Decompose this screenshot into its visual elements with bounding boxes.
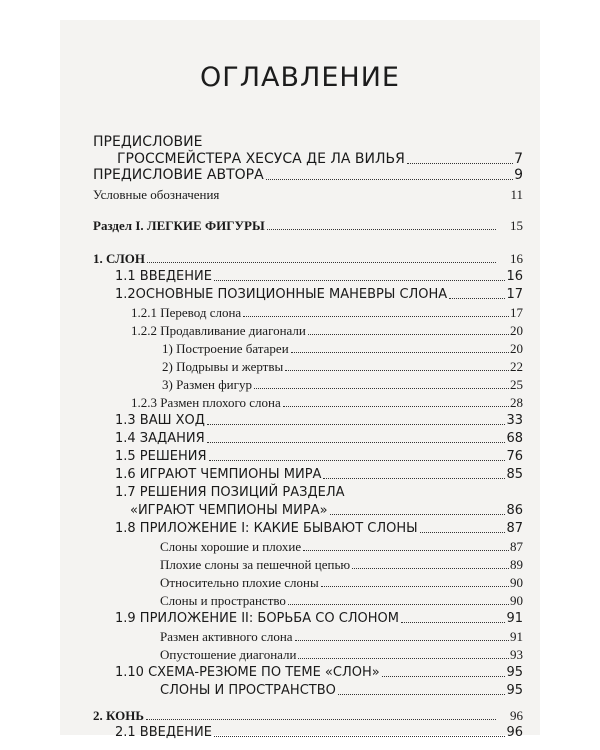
toc-entry-page: 9: [514, 167, 523, 183]
toc-entry-page: 89: [510, 557, 523, 572]
toc-entry-label: 1.2ОСНОВНЫЕ ПОЗИЦИОННЫЕ МАНЕВРЫ СЛОНА: [115, 287, 448, 302]
toc-entry: [115, 464, 523, 482]
toc-entry: [115, 266, 523, 284]
toc-entry-label: «ИГРАЮТ ЧЕМПИОНЫ МИРА»: [130, 503, 328, 518]
toc-entry: [131, 302, 523, 320]
toc-entry-page: 25: [510, 377, 523, 392]
toc-entry-label: 1.5 РЕШЕНИЯ: [115, 449, 207, 464]
toc-entry-page: 76: [506, 449, 523, 464]
toc-entry-page: 20: [510, 323, 523, 338]
toc-entry: [160, 626, 523, 644]
toc-entry-page: 7: [514, 151, 523, 167]
toc-entry-label: 1.2.2 Продавливание диагонали: [131, 323, 306, 338]
toc-entry-page: 87: [506, 521, 523, 536]
toc-entry-label: 3) Размен фигур: [162, 377, 252, 392]
toc-entry-page: 95: [506, 665, 523, 680]
toc-entry-page: 11: [510, 187, 523, 202]
toc-entry: [131, 320, 523, 338]
toc-entry: [130, 500, 523, 518]
toc-entry-page: 28: [510, 395, 523, 410]
toc-entry-label: 2.1 ВВЕДЕНИЕ: [115, 725, 212, 740]
toc-entry: [115, 446, 523, 464]
toc-entry: [160, 536, 523, 554]
toc-entry: [160, 554, 523, 572]
toc-entry: [131, 392, 523, 410]
toc-entry: [160, 572, 523, 590]
toc-entry-label: 1.8 ПРИЛОЖЕНИЕ I: КАКИЕ БЫВАЮТ СЛОНЫ: [115, 521, 418, 536]
toc-entry: [162, 338, 523, 356]
toc-entry: [162, 356, 523, 374]
toc-entry-label: Опустошение диагонали: [160, 647, 297, 662]
toc-chapter: [93, 705, 523, 723]
toc-entry-line1: [115, 485, 345, 500]
toc-entry-page: 93: [510, 647, 523, 662]
toc-entry-page: 96: [510, 708, 523, 723]
toc-entry-page: 90: [510, 575, 523, 590]
toc-entry-label: ГРОССМЕЙСТЕРА ХЕСУСА ДЕ ЛА ВИЛЬЯ: [117, 151, 405, 167]
toc-entry: [115, 662, 523, 680]
toc-entry-page: 85: [506, 467, 523, 482]
toc-entry-label: Условные обозначения: [93, 187, 220, 202]
toc-entry-label: Относительно плохие слоны: [160, 575, 319, 590]
toc-entry-page: 33: [506, 413, 523, 428]
toc-entry-label: 1.2.1 Перевод слона: [131, 305, 242, 320]
toc-entry-label: ПРЕДИСЛОВИЕ: [93, 134, 203, 150]
toc-entry-page: 20: [510, 341, 523, 356]
toc-entry-label: 1.6 ИГРАЮТ ЧЕМПИОНЫ МИРА: [115, 467, 322, 482]
toc-entry-label: 1.3 ВАШ ХОД: [115, 413, 205, 428]
toc-entry: [160, 680, 523, 698]
toc-entry: [115, 608, 523, 626]
toc-entry: [160, 644, 523, 662]
toc-chapter: [93, 248, 523, 266]
toc-entry-label: Слоны хорошие и плохие: [160, 539, 302, 554]
toc-entry-label: Плохие слоны за пешечной цепью: [160, 557, 351, 572]
toc-entry-page: 95: [506, 683, 523, 698]
toc-entry-page: 86: [506, 503, 523, 518]
toc-entry-page: 68: [506, 431, 523, 446]
toc-entry-page: 87: [510, 539, 523, 554]
toc-entry-label: 1. СЛОН: [93, 251, 145, 266]
toc-entry: [115, 428, 523, 446]
toc-entry: [115, 284, 523, 302]
toc-entry-label: Размен активного слона: [160, 629, 293, 644]
toc-entry-page: 16: [506, 269, 523, 284]
toc-entry: [93, 165, 523, 183]
toc-entry-label: 1.7 РЕШЕНИЯ ПОЗИЦИЙ РАЗДЕЛА: [115, 485, 345, 500]
toc-entry-page: 16: [510, 251, 523, 266]
toc-entry-page: 91: [506, 611, 523, 626]
toc-entry: [115, 410, 523, 428]
toc-entry-label: 1.2.3 Размен плохого слона: [131, 395, 281, 410]
toc-entry-label: Раздел I. ЛЕГКИЕ ФИГУРЫ: [93, 218, 265, 233]
toc-entry: [115, 518, 523, 536]
toc-entry-label: 2) Подрывы и жертвы: [162, 359, 284, 374]
toc-entry-page: 17: [506, 287, 523, 302]
toc-entry-label: 1.9 ПРИЛОЖЕНИЕ II: БОРЬБА СО СЛОНОМ: [115, 611, 400, 626]
toc-entry: [162, 374, 523, 392]
toc-entry-label: ПРЕДИСЛОВИЕ АВТОРА: [93, 167, 264, 183]
toc-section-heading: [93, 215, 523, 233]
toc-entry-page: 15: [510, 218, 523, 233]
toc-entry-label: 1.10 СХЕМА-РЕЗЮМЕ ПО ТЕМЕ «СЛОН»: [115, 665, 380, 680]
toc-entry: [115, 722, 523, 740]
toc-entry: [93, 184, 523, 202]
toc-entry-page: 91: [510, 629, 523, 644]
toc-entry-label: 2. КОНЬ: [93, 708, 144, 723]
toc-entry-page: 22: [510, 359, 523, 374]
toc-entry-foreword-line1: [93, 135, 202, 150]
toc-entry-page: 17: [510, 305, 523, 320]
toc-entry-label: 1.1 ВВЕДЕНИЕ: [115, 269, 212, 284]
page-title: ОГЛАВЛЕНИЕ: [200, 62, 400, 93]
toc-entry-label: Слоны и пространство: [160, 593, 286, 608]
toc-entry-label: 1) Построение батареи: [162, 341, 289, 356]
toc-entry: [160, 590, 523, 608]
toc-entry-page: 96: [506, 725, 523, 740]
toc-entry-label: СЛОНЫ И ПРОСТРАНСТВО: [160, 683, 336, 698]
toc-entry-label: 1.4 ЗАДАНИЯ: [115, 431, 205, 446]
toc-entry-page: 90: [510, 593, 523, 608]
